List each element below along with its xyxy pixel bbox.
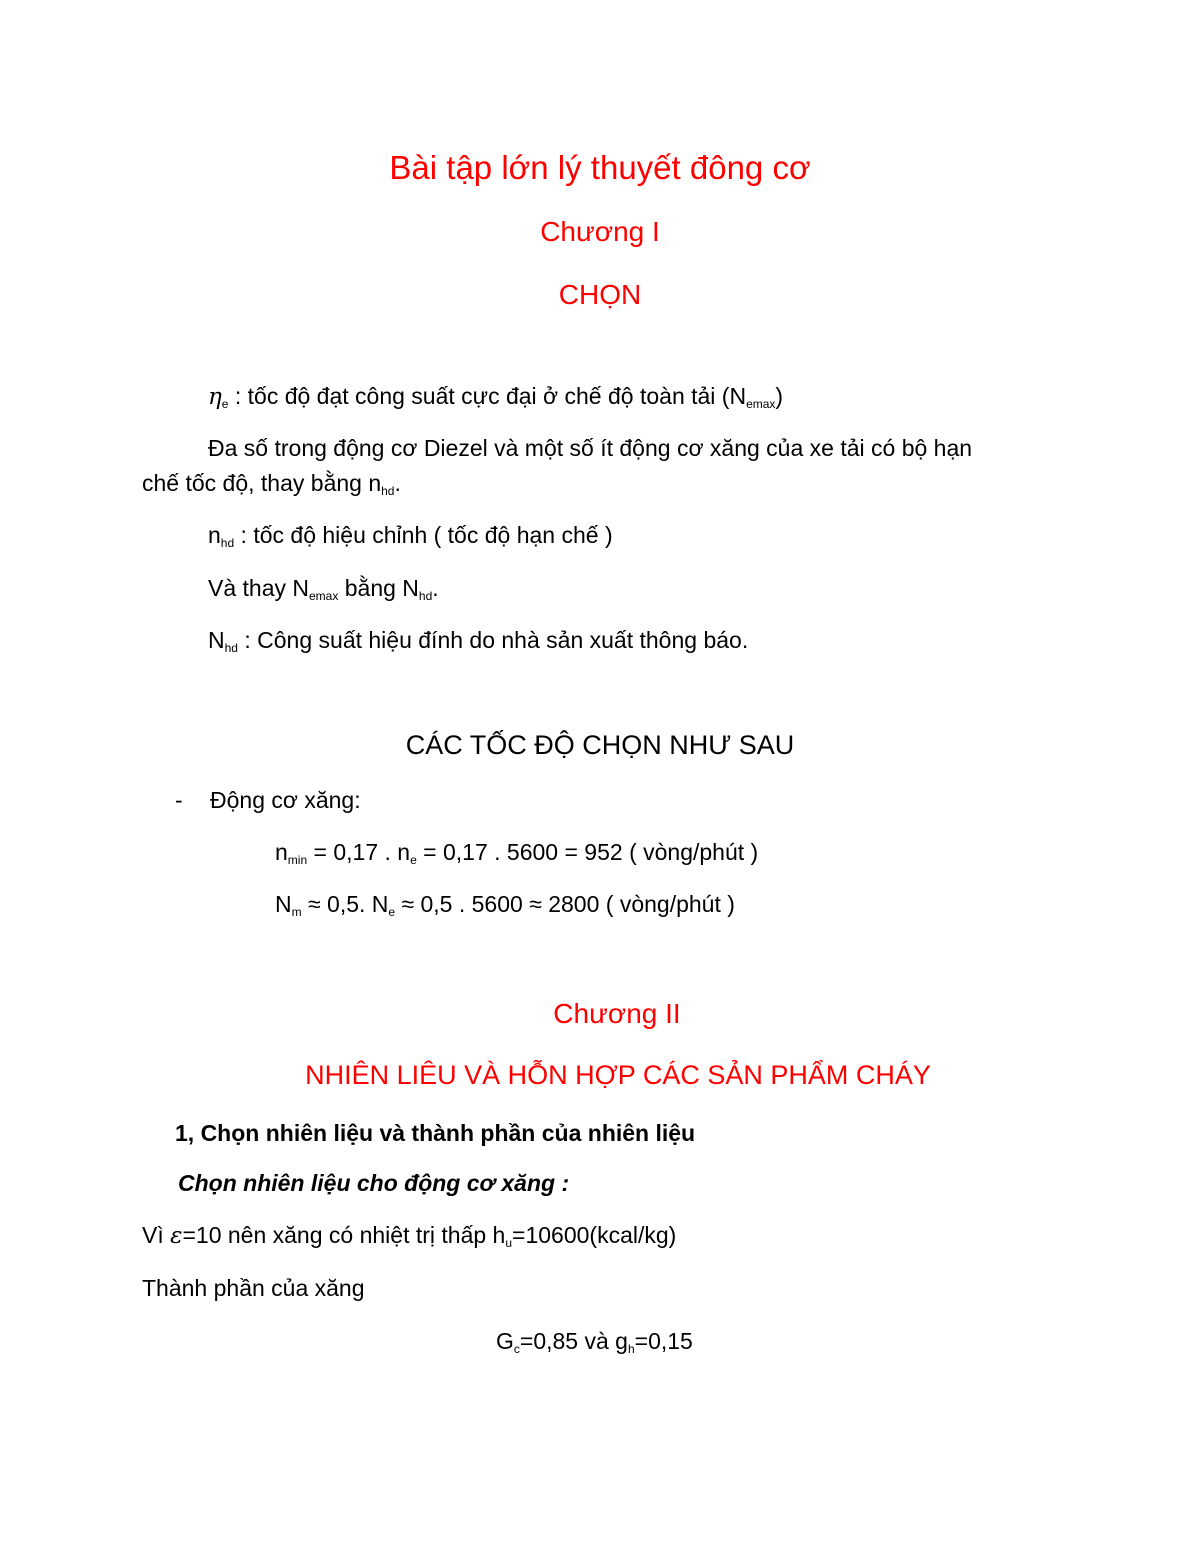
chapter-2-heading: NHIÊN LIÊU VÀ HỖN HỢP CÁC SẢN PHẨM CHÁY: [305, 1060, 931, 1090]
paragraph-composition: Thành phần của xăng: [142, 1275, 365, 1301]
speeds-heading: CÁC TỐC ĐỘ CHỌN NHƯ SAU: [405, 730, 795, 760]
chapter-2-label: Chương II: [553, 998, 681, 1029]
chapter-1-label: Chương I: [540, 216, 660, 247]
paragraph-eta-definition: $\eta_e$ : tốc độ đạt công suất cực đại ở chế độ toàn tải $(N_{emax})$: [208, 383, 784, 411]
equation-nmin: $n_{min} = 0,17$ . $n_e = 0,17$ . 5600 = 952 ( vòng/phút ): [275, 839, 759, 867]
equation-composition: $G_c=0,85$ và $g_h=0,15$: [496, 1328, 693, 1356]
equation-nm: $N_m \approx 0,5$. $N_e \approx 0,5$ . 5600 ≈ 2800 ( vòng/phút ): [275, 891, 735, 919]
paragraph-heat-value: Vì ε=10 nên xăng có nhiệt trị thấp $h_u=10600(kcal/kg)$: [142, 1222, 677, 1250]
eta-symbol: η: [208, 384, 222, 410]
paragraph-diesel-line2: chế tốc độ, thay bằng $n_{hd}$.: [142, 470, 401, 498]
paragraph-replace-nemax: Và thay $N_{emax}$ bằng $N_{hd}$.: [208, 575, 439, 603]
epsilon-symbol: ε: [170, 1223, 183, 1249]
paragraph-Nhd-definition: $N_{hd}$ : Công suất hiệu đính do nhà sản xuất thông báo.: [208, 627, 749, 655]
paragraph-nhd-definition: $n_{hd}$ : tốc độ hiệu chỉnh ( tốc độ hạn chế ): [208, 522, 613, 550]
section-1-heading: 1, Chọn nhiên liệu và thành phần của nhiên liệu: [175, 1120, 696, 1146]
document-title: Bài tập lớn lý thuyết đông cơ: [389, 149, 811, 186]
paragraph-diesel-line1: Đa số trong động cơ Diezel và một số ít động cơ xăng của xe tải có bộ hạn: [208, 435, 973, 461]
bullet-marker: -: [175, 787, 183, 813]
bullet-gasoline-engine: Động cơ xăng:: [210, 787, 361, 813]
chapter-1-heading: CHỌN: [558, 279, 642, 310]
subsection-gasoline-fuel: Chọn nhiên liệu cho động cơ xăng :: [178, 1170, 570, 1196]
